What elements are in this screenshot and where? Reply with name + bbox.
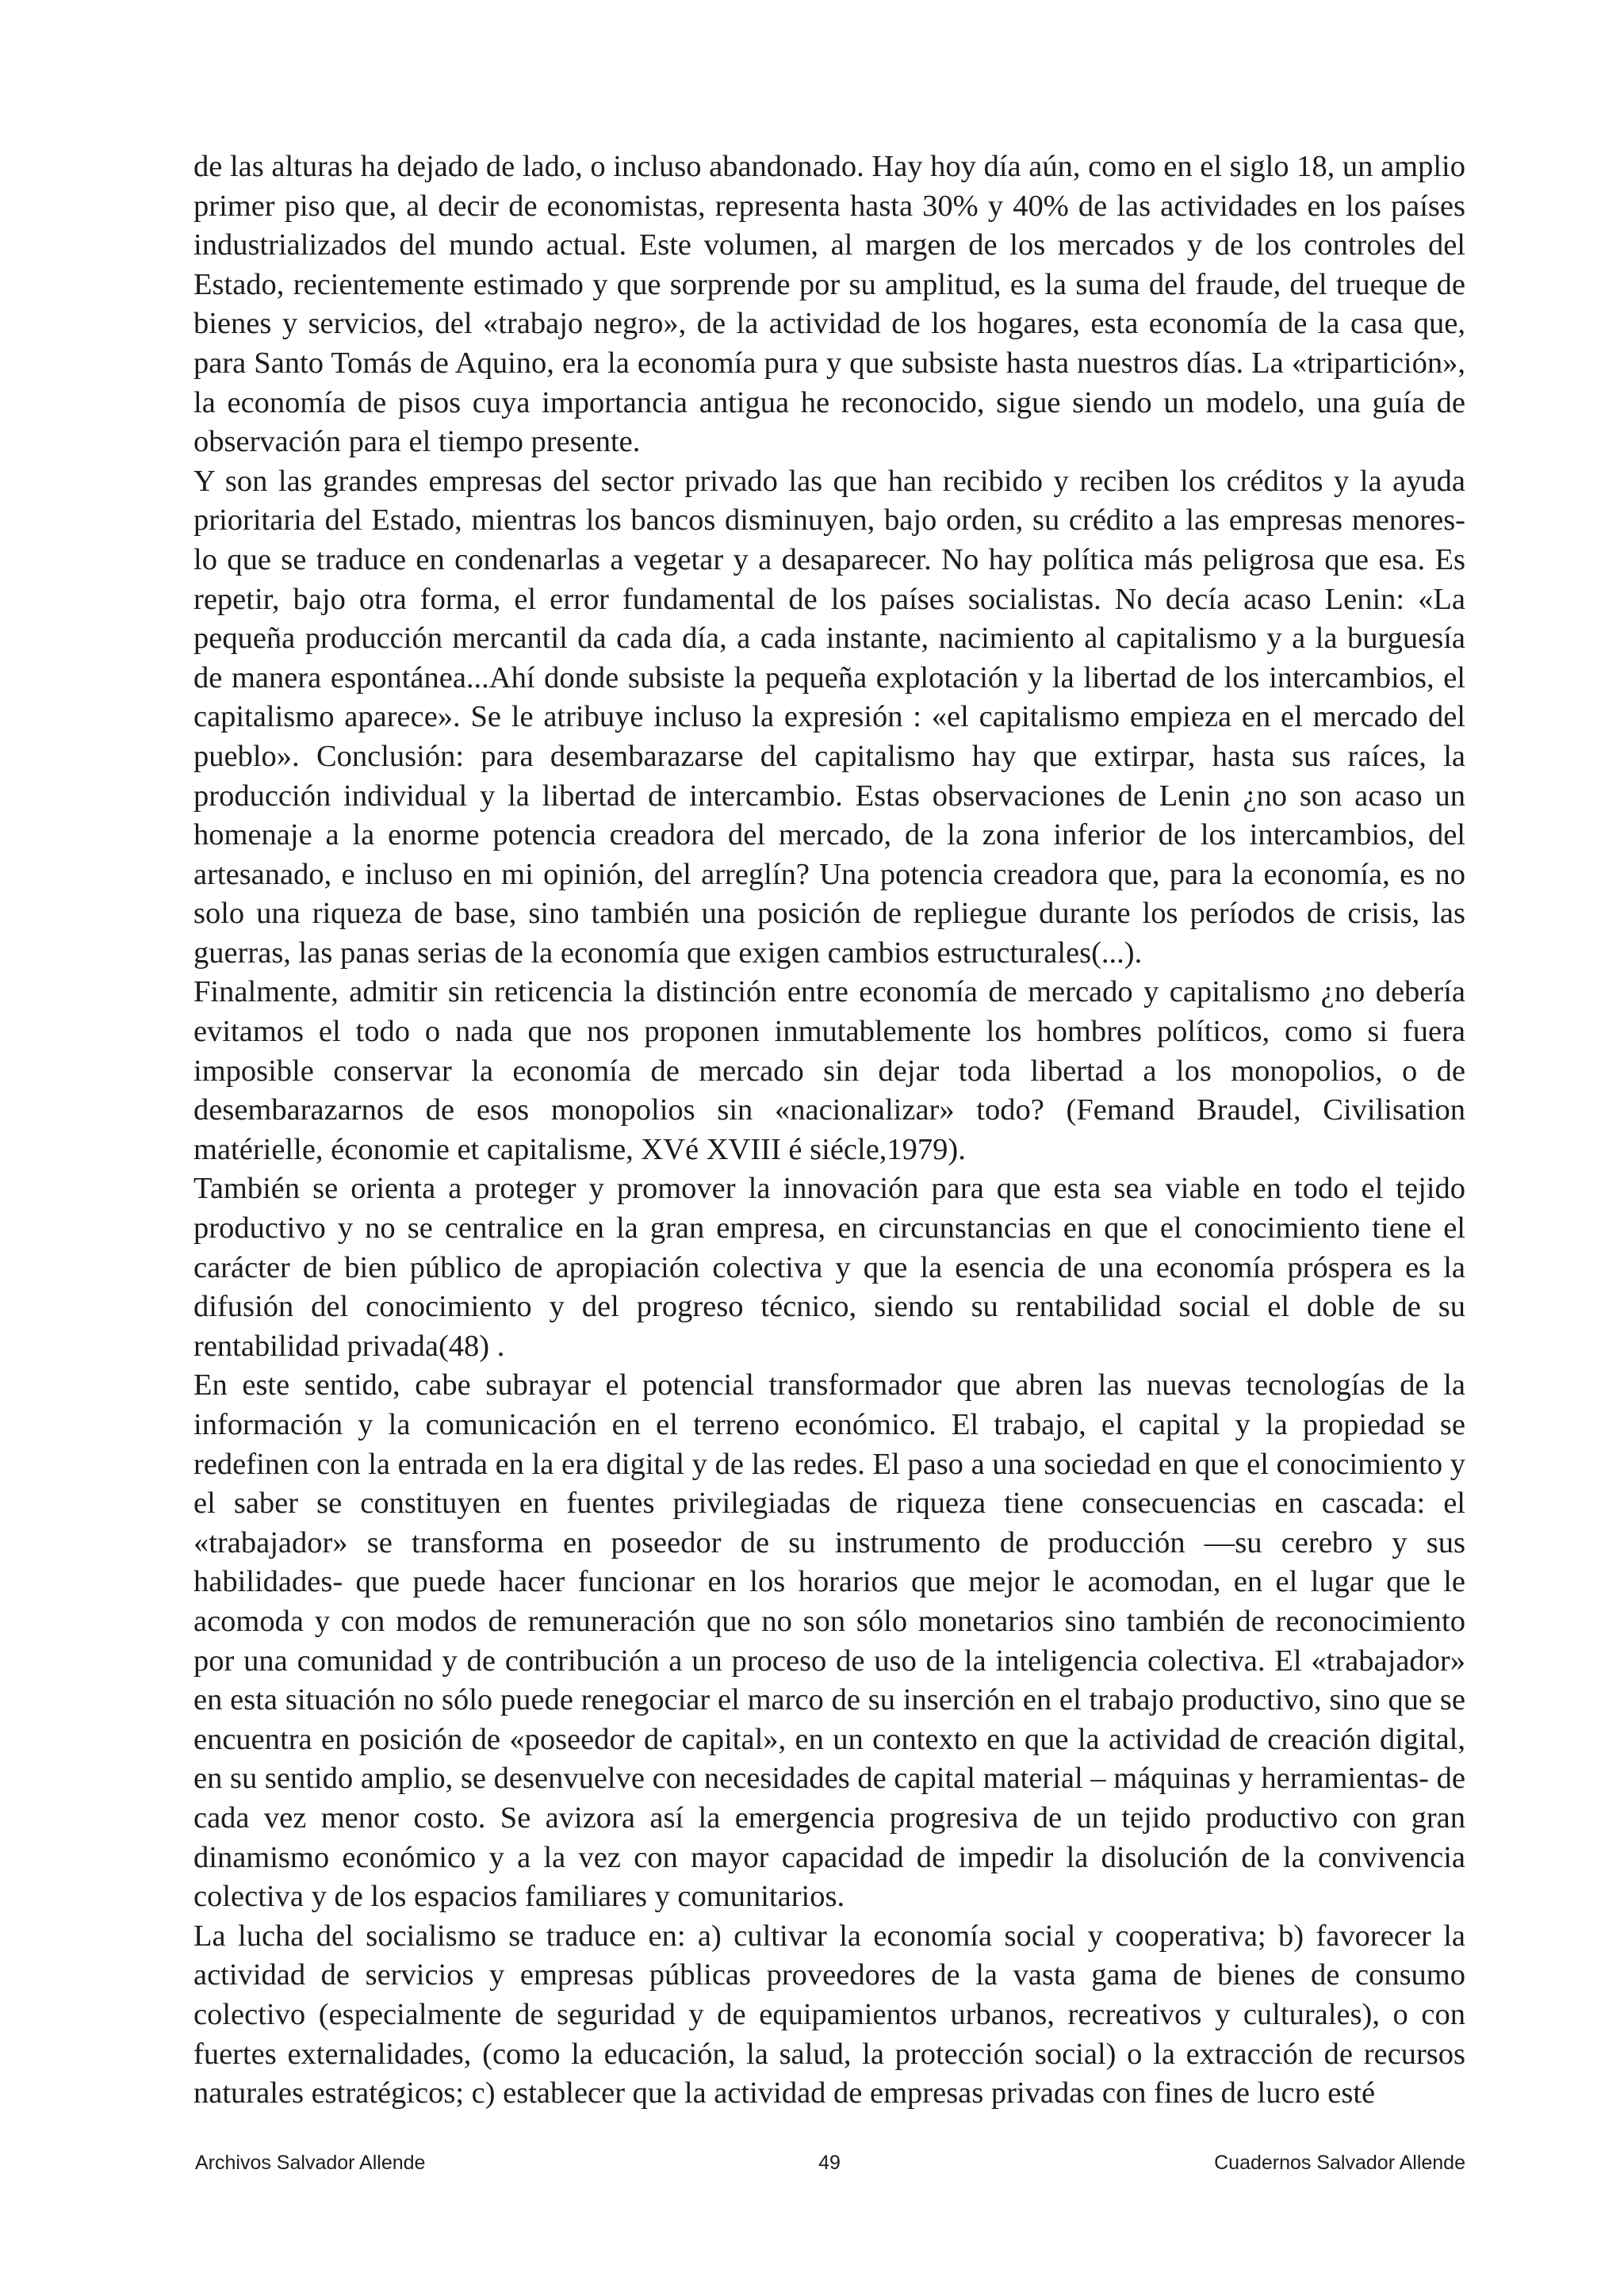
body-text — [193, 147, 1465, 2114]
paragraph-4: También se orienta a proteger y promover la innovación para que esta sea viable en todo el tejido productivo y no se centralice en la gran empresa, en circunstancias en que el conocimiento tiene el carácter de bien público de apropiación colectiva y que la esencia de una economía próspera es la difusión del conocimiento y del progreso técnico, siendo su rentabilidad social el doble de su rentabilidad privada(48) . — [193, 1172, 1465, 1363]
paragraph-1: de las alturas ha dejado de lado, o incluso abandonado. Hay hoy día aún, como en el siglo 18, un amplio primer piso que, al decir de economistas, representa hasta 30% y 40% de las actividades en los países industrializados del mundo actual. Este volumen, al margen de los mercados y de los controles del Estado, recientemente estimado y que sorprende por su amplitud, es la suma del fraude, del trueque de bienes y servicios, del «trabajo negro», de la actividad de los hogares, esta economía de la casa que, para Santo Tomás de Aquino, era la economía pura y que subsiste hasta nuestros días. La «tripartición», la economía de pisos cuya importancia antigua he reconocido, sigue siendo un modelo, una guía de observación para el tiempo presente. — [193, 150, 1465, 459]
page-number: 49 — [818, 2152, 841, 2174]
page-footer — [193, 2147, 1465, 2179]
footer-left-title: Archivos Salvador Allende — [195, 2152, 426, 2174]
paragraph-5: En este sentido, cabe subrayar el potencial transformador que abren las nuevas tecnologías de la información y la comunicación en el terreno económico. El trabajo, el capital y la propiedad se redefinen con la entrada en la era digital y de las redes. El paso a una sociedad en que el conocimiento y el saber se constituyen en fuentes privilegiadas de riqueza tiene consecuencias en cascada: el «trabajador» se transforma en poseedor de su instrumento de producción —su cerebro y sus habilidades- que puede hacer funcionar en los horarios que mejor le acomodan, en el lugar que le acomoda y con modos de remuneración que no son sólo monetarios sino también de reconocimiento por una comunidad y de contribución a un proceso de uso de la inteligencia colectiva. El «trabajador» en esta situación no sólo puede renegociar el marco de su inserción en el trabajo productivo, sino que se encuentra en posición de «poseedor de capital», en un contexto en que la actividad de creación digital, en su sentido amplio, se desenvuelve con necesidades de capital material – máquinas y herramientas- de cada vez menor costo. Se avizora así la emergencia progresiva de un tejido productivo con gran dinamismo económico y a la vez con mayor capacidad de impedir la disolución de la convivencia colectiva y de los espacios familiares y comunitarios. — [193, 1368, 1465, 1914]
paragraph-2: Y son las grandes empresas del sector privado las que han recibido y reciben los créditos y la ayuda prioritaria del Estado, mientras los bancos disminuyen, bajo orden, su crédito a las empresas menores-lo que se traduce en condenarlas a vegetar y a desaparecer. No hay política más peligrosa que esa. Es repetir, bajo otra forma, el error fundamental de los países socialistas. No decía acaso Lenin: «La pequeña producción mercantil da cada día, a cada instante, nacimiento al capitalismo y a la burguesía de manera espontánea...Ahí donde subsiste la pequeña explotación y la libertad de los intercambios, el capitalismo aparece». Se le atribuye incluso la expresión : «el capitalismo empieza en el mercado del pueblo». Conclusión: para desembarazarse del capitalismo hay que extirpar, hasta sus raíces, la producción individual y la libertad de intercambio. Estas observaciones de Lenin ¿no son acaso un homenaje a la enorme potencia creadora del mercado, de la zona inferior de los intercambios, del artesanado, e incluso en mi opinión, del arreglín? Una potencia creadora que, para la economía, es no solo una riqueza de base, sino también una posición de repliegue durante los períodos de crisis, las guerras, las panas serias de la economía que exigen cambios estructurales(...). — [193, 464, 1465, 970]
paragraph-3: Finalmente, admitir sin reticencia la distinción entre economía de mercado y capitalismo ¿no debería evitamos el todo o nada que nos proponen inmutablemente los hombres políticos, como si fuera imposible conservar la economía de mercado sin dejar toda libertad a los monopolios, o de desembarazarnos de esos monopolios sin «nacionalizar» todo? (Femand Braudel, Civilisation matérielle, économie et capitalisme, XVé XVIII é siécle,1979). — [193, 975, 1465, 1166]
paragraph-6: La lucha del socialismo se traduce en: a) cultivar la economía social y cooperativa; b) favorecer la actividad de servicios y empresas públicas proveedores de la vasta gama de bienes de consumo colectivo (especialmente de seguridad y de equipamientos urbanos, recreativos y culturales), o con fuertes externalidades, (como la educación, la salud, la protección social) o la extracción de recursos naturales estratégicos; c) establecer que la actividad de empresas privadas con fines de lucro esté — [193, 1919, 1465, 2110]
footer-right-title: Cuadernos Salvador Allende — [1214, 2152, 1465, 2174]
